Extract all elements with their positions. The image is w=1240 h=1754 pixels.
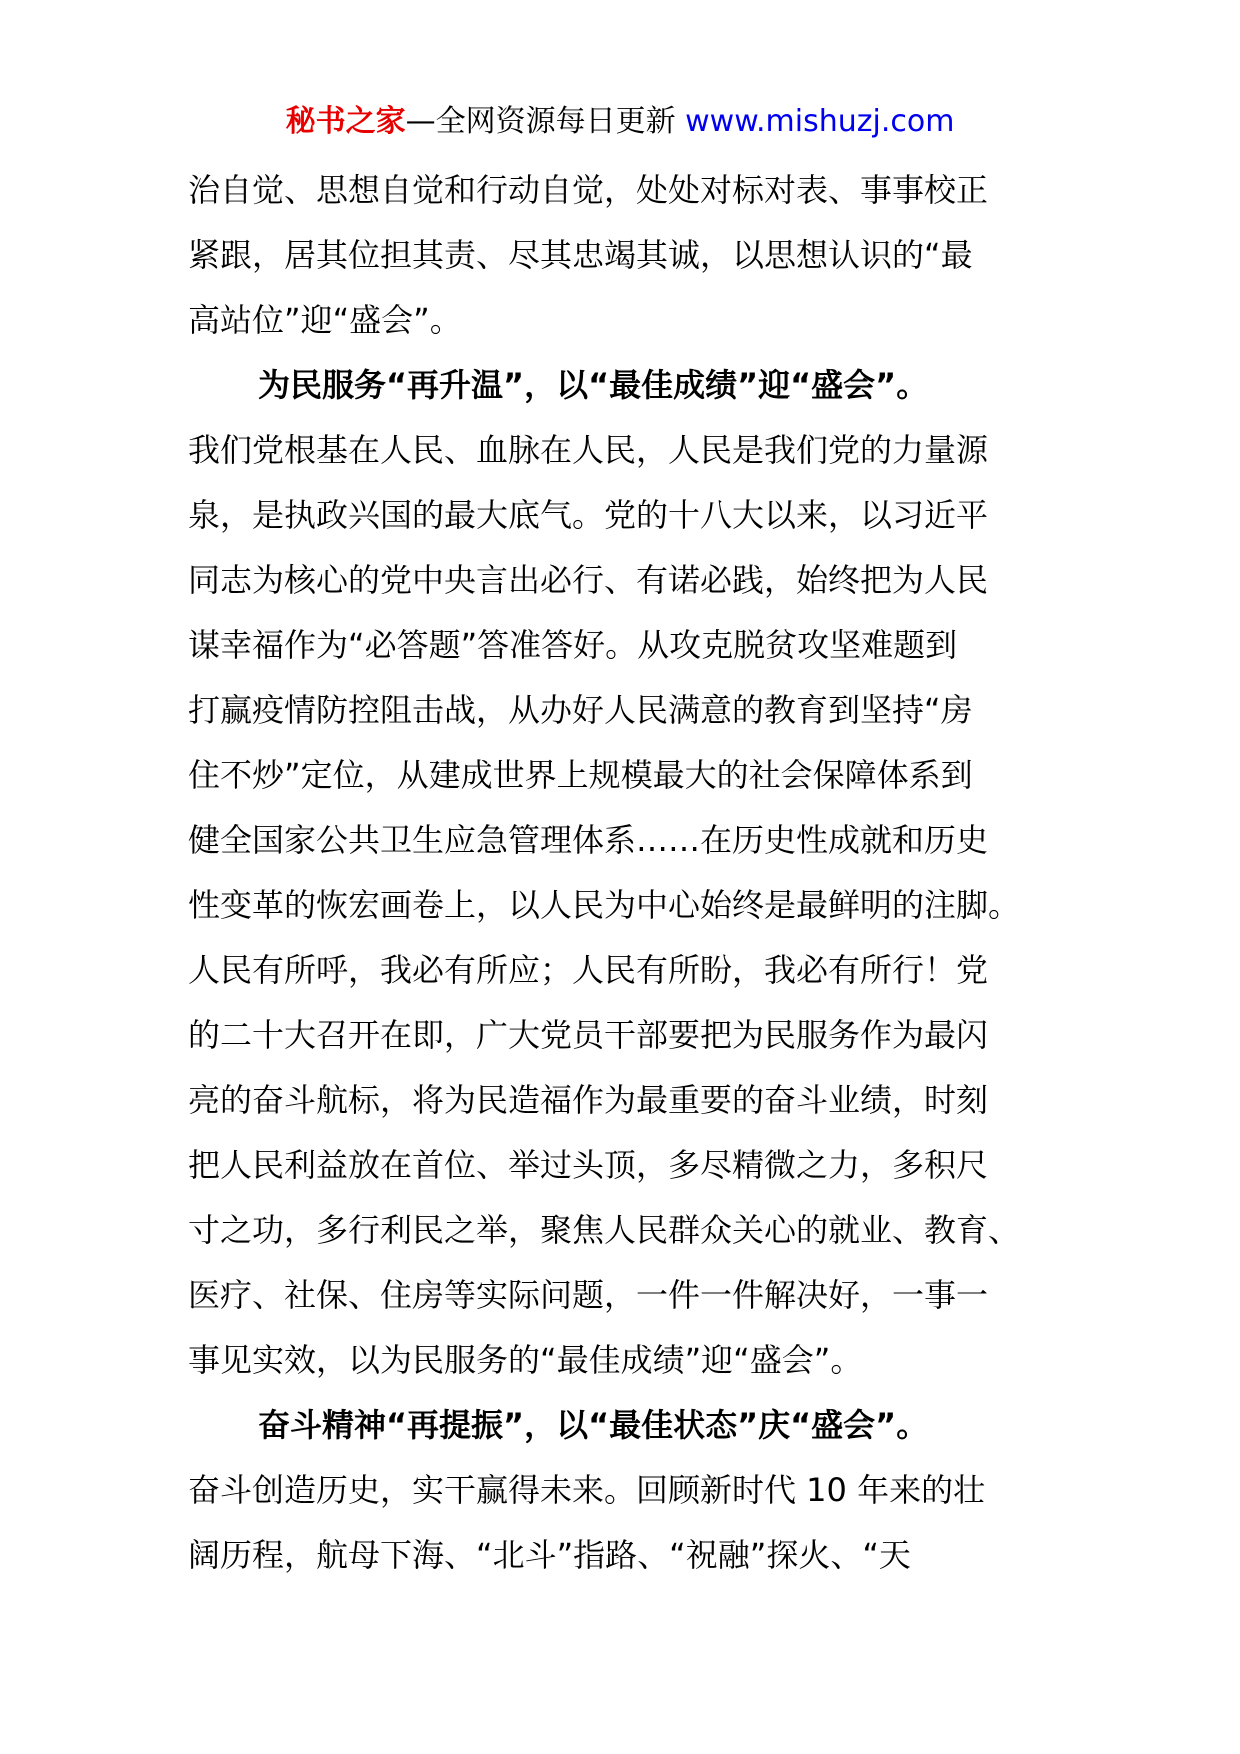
text-line: 健全国家公共卫生应急管理体系……在历史性成就和历史	[188, 821, 989, 859]
text-line: 亮的奋斗航标，将为民造福作为最重要的奋斗业绩，时刻	[188, 1081, 989, 1119]
text-line: 我们党根基在人民、血脉在人民，人民是我们党的力量源	[188, 431, 989, 469]
text-line: 治自觉、思想自觉和行动自觉，处处对标对表、事事校正	[188, 171, 989, 209]
site-tagline: —全网资源每日更新	[405, 104, 686, 139]
text-line: 奋斗创造历史，实干赢得未来。回顾新时代 10 年来的壮	[188, 1471, 986, 1509]
text-line: 阔历程，航母下海、“北斗”指路、“祝融”探火、“天	[188, 1536, 911, 1574]
text-line: 紧跟，居其位担其责、尽其忠竭其诚，以思想认识的“最	[188, 236, 973, 274]
text-line: 人民有所呼，我必有所应；人民有所盼，我必有所行！党	[188, 951, 989, 989]
text-line: 寸之功，多行利民之举，聚焦人民群众关心的就业、教育、	[188, 1211, 1021, 1249]
document-body	[188, 158, 1068, 1588]
text-line: 打赢疫情防控阻击战，从办好人民满意的教育到坚持“房	[188, 691, 973, 729]
text-line: 泉，是执政兴国的最大底气。党的十八大以来，以习近平	[188, 496, 989, 534]
site-header	[0, 100, 1240, 144]
text-line: 事见实效，以为民服务的“最佳成绩”迎“盛会”。	[188, 1341, 863, 1379]
text-line: 住不炒”定位，从建成世界上规模最大的社会保障体系到	[188, 756, 973, 794]
section-heading: 奋斗精神“再提振”，以“最佳状态”庆“盛会”。	[258, 1406, 929, 1444]
text-line: 医疗、社保、住房等实际问题，一件一件解决好，一事一	[188, 1276, 989, 1314]
text-line: 把人民利益放在首位、举过头顶，多尽精微之力，多积尺	[188, 1146, 989, 1184]
text-line: 同志为核心的党中央言出必行、有诺必践，始终把为人民	[188, 561, 989, 599]
text-line: 的二十大召开在即，广大党员干部要把为民服务作为最闪	[188, 1016, 989, 1054]
text-line: 谋幸福作为“必答题”答准答好。从攻克脱贫攻坚难题到	[188, 626, 958, 664]
site-url-link[interactable]: www.mishuzj.com	[685, 104, 955, 139]
site-brand: 秘书之家	[285, 104, 406, 139]
text-line: 性变革的恢宏画卷上，以人民为中心始终是最鲜明的注脚。	[188, 886, 1021, 924]
text-line: 高站位”迎“盛会”。	[188, 301, 462, 339]
section-heading: 为民服务“再升温”，以“最佳成绩”迎“盛会”。	[258, 366, 929, 404]
